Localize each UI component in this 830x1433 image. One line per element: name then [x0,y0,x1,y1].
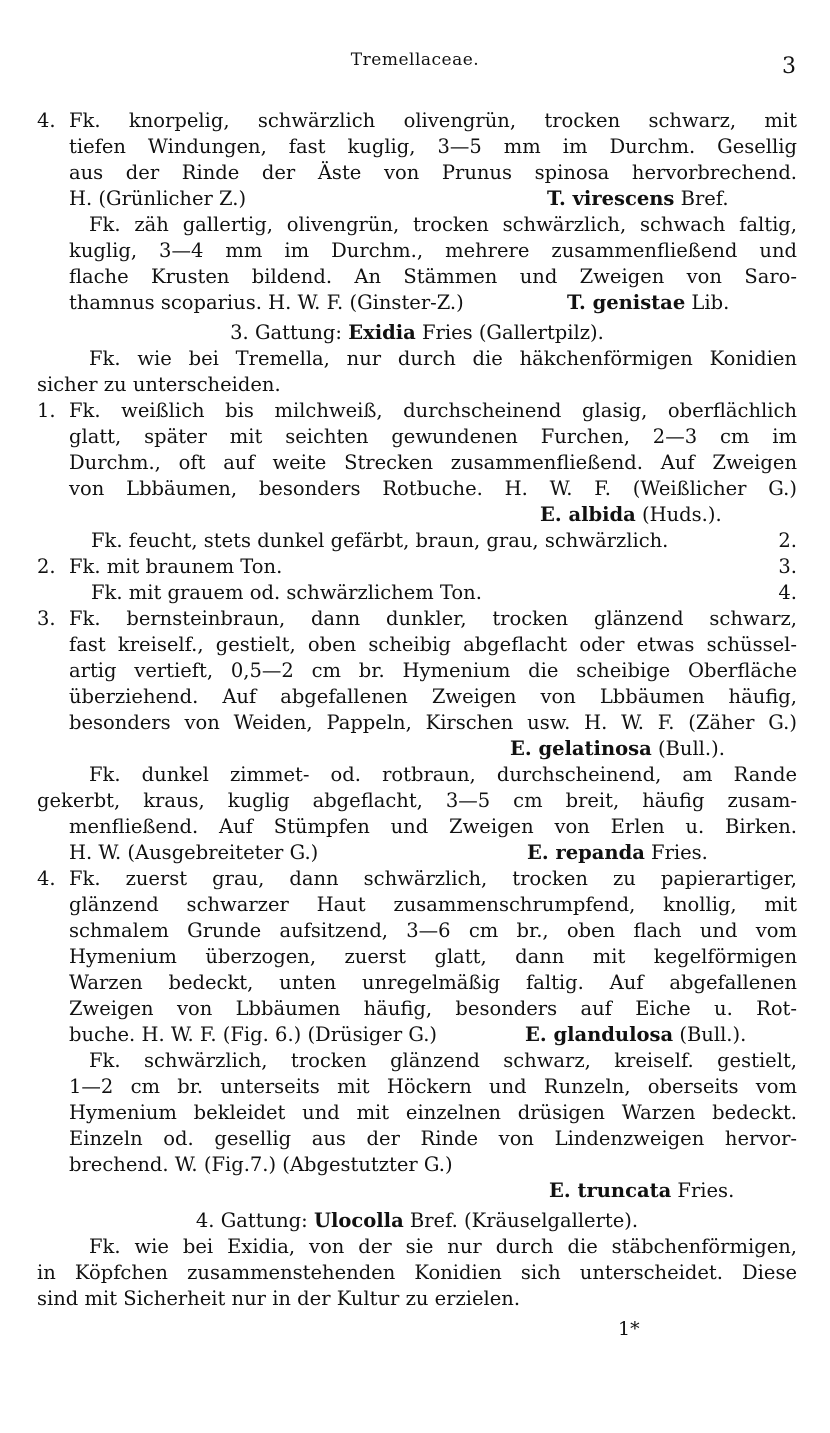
text-line: schmalem Grunde aufsitzend, 3—6 cm br., oben flach und vom [69,919,797,942]
key-entry-1: 1. Fk. weißlich bis milchweiß, durchscheinend glasig, oberflächlich [37,399,797,422]
text-line: Fk. dunkel zimmet- od. rotbraun, durchscheinend, am Rande [89,763,797,786]
species-name: E. albida [540,503,636,526]
text-line: Hymenium überzogen, zuerst glatt, dann mit kegelförmigen [69,945,797,968]
text-line [37,186,797,212]
key-entry-4b: 4. Fk. zuerst grau, dann schwärzlich, trocken zu papierartiger, [37,867,797,890]
key-pointer: 2. [778,529,797,552]
key-lead: Fk. feucht, stets dunkel gefärbt, braun, grau, schwärzlich. 2. [91,529,797,552]
key-entry-2: 2. Fk. mit braunem Ton. 3. [37,555,797,578]
species-line: E. truncata Fries. [549,1179,735,1202]
key-number: 1. [37,399,56,422]
signature-mark: 1* [618,1318,640,1340]
text-line: Hymenium bekleidet und mit einzelnen drüsigen Warzen bedeckt. [69,1101,797,1124]
key-number: 4. [37,109,56,132]
text-line: flache Krusten bildend. An Stämmen und Zweigen von Saro- [69,265,797,288]
text-line: H. W. (Ausgebreiteter G.) E. repanda Fries. [69,841,708,864]
key-number: 4. [37,867,56,890]
text-line: aus der Rinde der Äste von Prunus spinosa hervorbrechend. [69,161,797,184]
species-name: E. truncata [549,1179,672,1202]
text-line: tiefen Windungen, fast kuglig, 3—5 mm im Durchm. Gesellig [69,135,797,158]
text-line: buche. H. W. F. (Fig. 6.) (Drüsiger G.) E. glandulosa (Bull.). [69,1023,747,1046]
text-line: Fk. wie bei Tremella, nur durch die häkchenförmigen Konidien [89,347,797,370]
text-line: menfließend. Auf Stümpfen und Zweigen von Erlen u. Birken. [69,815,797,838]
running-head: Tremellaceae. [350,50,480,70]
text-line: sicher zu unterscheiden. [37,373,281,396]
common-name: H. (Grünlicher Z.) [69,187,247,210]
text-line: von Lbbäumen, besonders Rotbuche. H. W. F. (Weißlicher G.) [69,477,797,500]
species-line: E. gelatinosa (Bull.). [510,737,725,760]
text-line: thamnus scoparius. H. W. F. (Ginster-Z.) T. genistae Lib. [69,291,730,314]
species-name: E. repanda Fries. [527,841,708,864]
text-line: sind mit Sicherheit nur in der Kultur zu erzielen. [37,1287,521,1310]
text-line: Warzen bedeckt, unten unregelmäßig faltig. Auf abgefallenen [69,971,797,994]
text-line: fast kreiself., gestielt, oben scheibig abgeflacht oder etwas schüssel- [69,633,797,656]
text-line: gekerbt, kraus, kuglig abgeflacht, 3—5 cm breit, häufig zusam- [37,789,797,812]
text-line: Fk. schwärzlich, trocken glänzend schwarz, kreiself. gestielt, [89,1049,797,1072]
text-line: artig vertieft, 0,5—2 cm br. Hymenium die scheibige Oberfläche [69,659,797,682]
key-pointer: 4. [778,581,797,604]
text-line: Fk. knorpelig, schwärzlich olivengrün, trocken schwarz, mit [69,109,797,132]
key-number: 3. [37,607,56,630]
page-number: 3 [782,54,796,79]
text-line: besonders von Weiden, Pappeln, Kirschen usw. H. W. F. (Zäher G.) [69,711,797,734]
text-line: 1—2 cm br. unterseits mit Höckern und Runzeln, oberseits vom [69,1075,797,1098]
key-number: 2. [37,555,56,578]
text-line: brechend. W. (Fig.7.) (Abgestutzter G.) [69,1153,453,1176]
text-line: Einzeln od. gesellig aus der Rinde von Lindenzweigen hervor- [69,1127,797,1150]
species-name: E. glandulosa (Bull.). [525,1023,747,1046]
text-line: Durchm., oft auf weite Strecken zusammenfließend. Auf Zweigen [69,451,797,474]
key-lead: Fk. mit grauem od. schwärzlichem Ton. 4. [91,581,797,604]
text-line: in Köpfchen zusammenstehenden Konidien sich unterscheidet. Diese [37,1261,797,1284]
species-name: T. virescens Bref. [547,187,729,210]
text-line: kuglig, 3—4 mm im Durchm., mehrere zusammenfließend und [69,239,797,262]
body-text [37,108,797,1312]
key-pointer: 3. [778,555,797,578]
genus-heading: 3. Gattung: Exidia Fries (Gallertpilz). [230,321,604,344]
key-entry-4 [37,108,797,134]
text-line: Fk. zäh gallertig, olivengrün, trocken schwärzlich, schwach faltig, [89,213,797,236]
text-line: Zweigen von Lbbäumen häufig, besonders auf Eiche u. Rot- [69,997,797,1020]
text-line: glatt, später mit seichten gewundenen Furchen, 2—3 cm im [69,425,797,448]
text-line: überziehend. Auf abgefallenen Zweigen von Lbbäumen häufig, [69,685,797,708]
species-name: T. genistae Lib. [567,291,730,314]
species-line: E. albida (Huds.). [540,503,722,526]
text-line: Fk. wie bei Exidia, von der sie nur durch die stäbchenförmigen, [89,1235,797,1258]
species-name: E. gelatinosa [510,737,652,760]
genus-heading: 4. Gattung: Ulocolla Bref. (Kräuselgallerte). [195,1209,639,1232]
key-entry-3: 3. Fk. bernsteinbraun, dann dunkler, trocken glänzend schwarz, [37,607,797,630]
text-line: glänzend schwarzer Haut zusammenschrumpfend, knollig, mit [69,893,797,916]
